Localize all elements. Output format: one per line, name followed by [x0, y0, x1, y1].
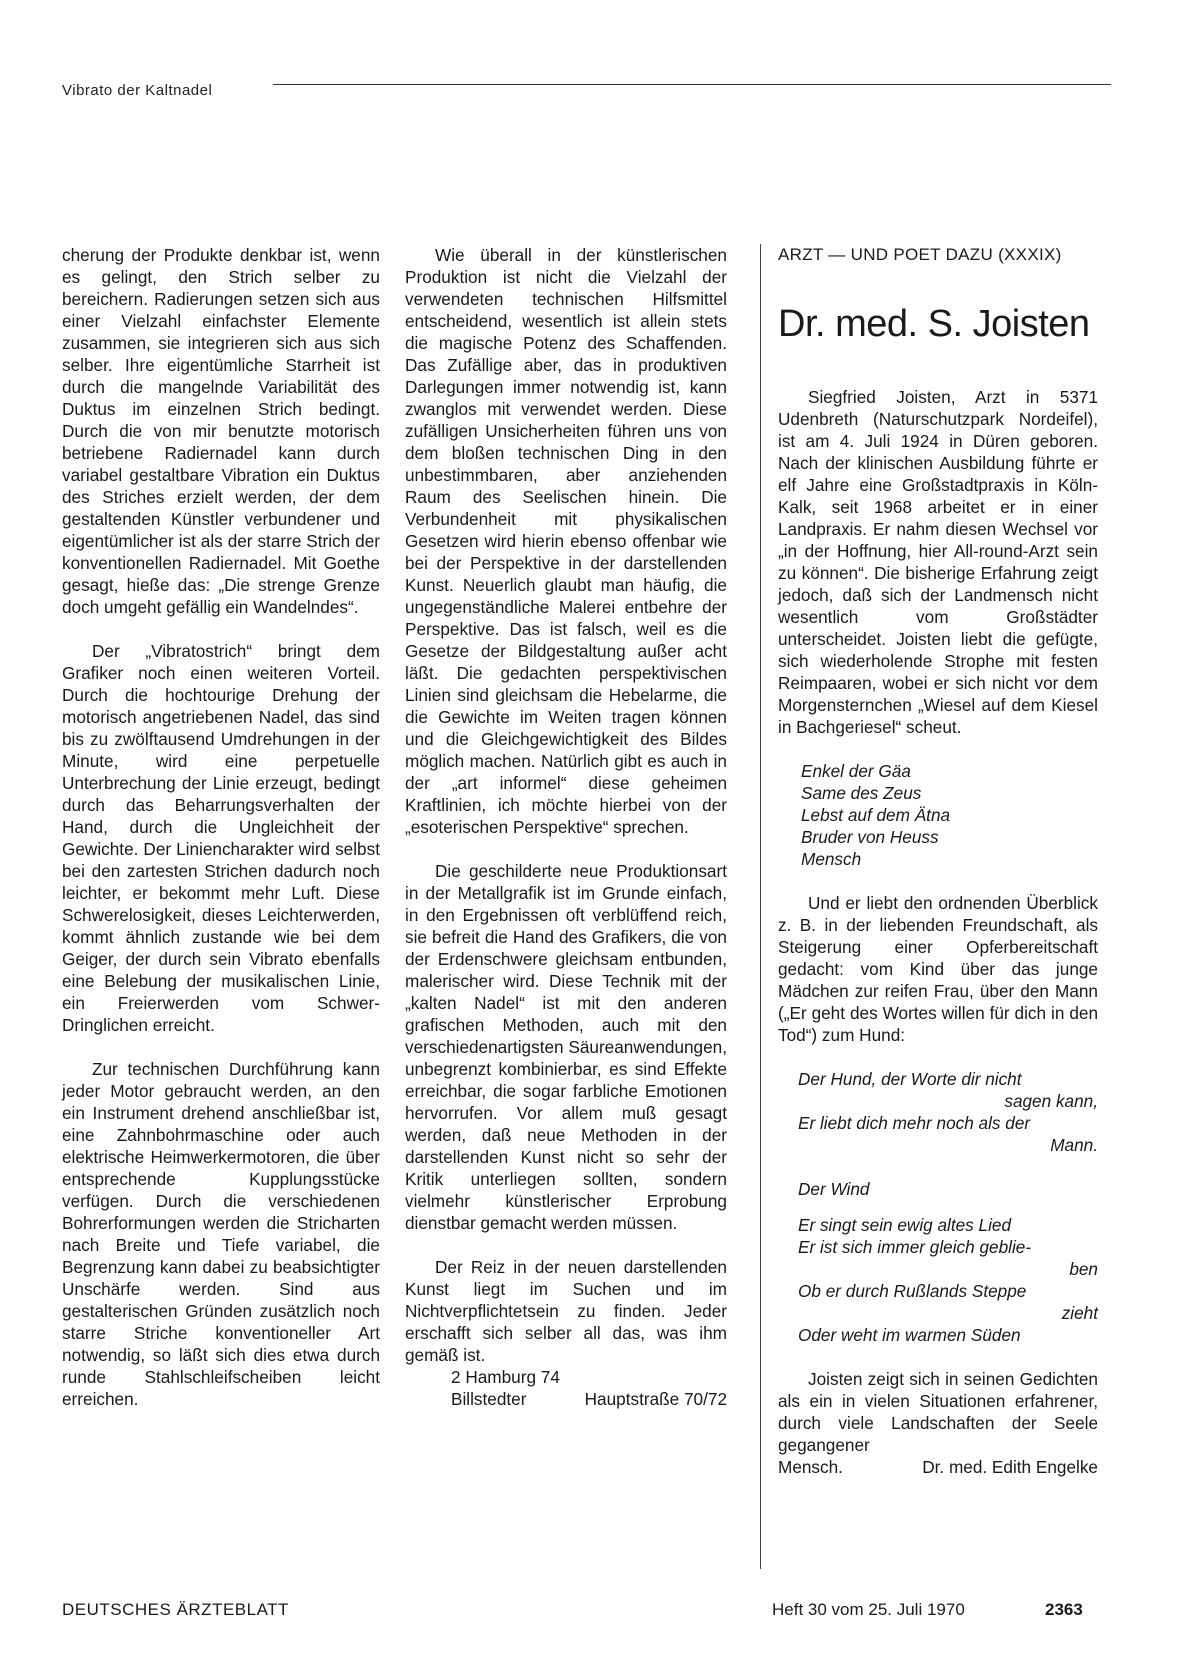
column-3 — [778, 244, 1098, 1478]
poem-title: Der Wind — [798, 1179, 870, 1199]
paragraph: cherung der Produkte denkbar ist, wenn es gelingt, den Strich selber zu bereichern. Radierungen setzen sich aus einer Vielzahl einfachster Elemente zusammen, sie integrieren sich aus sich selber. Ihre eigentümliche Starrheit ist durch die mangelnde Variabilität des Duktus im einzelnen Strich bedingt. Durch die von mir benutzte motorisch betriebene Radiernadel kann durch variabel gestaltbare Vibration ein Duktus des Striches erzielt werden, der dem gestaltenden Künstler verbundener und eigentümlicher ist als der starre Strich der konventionellen Radiernadel. Mit Goethe gesagt, hieße das: „Die strenge Grenze doch umgeht gefällig ein Wandelndes“. — [62, 245, 380, 617]
issue-info: Heft 30 vom 25. Juli 1970 — [772, 1600, 965, 1619]
author-signature: Dr. med. Edith Engelke — [922, 1457, 1098, 1477]
series-kicker: ARZT — UND POET DAZU (XXXIX) — [778, 245, 1062, 264]
journal-name: DEUTSCHES ÄRZTEBLATT — [62, 1600, 289, 1619]
article-title: Dr. med. S. Joisten — [778, 303, 1090, 345]
address-street — [451, 1388, 727, 1410]
author-address — [405, 1366, 727, 1410]
poem-line: Oder weht im warmen Süden — [798, 1325, 1021, 1345]
address-street-b: Hauptstraße 70/72 — [584, 1389, 727, 1409]
poem-wind — [778, 1214, 1098, 1346]
poem-line: Er ist sich immer gleich geblie- — [798, 1237, 1032, 1257]
page-number: 2363 — [1045, 1600, 1083, 1619]
poem-wind-title — [778, 1178, 1098, 1200]
column-1 — [62, 244, 380, 1432]
poem-line: Der Hund, der Worte dir nicht — [798, 1069, 1022, 1089]
poem-line: Mann. — [1050, 1135, 1098, 1155]
last-word: Mensch. — [778, 1457, 843, 1477]
poem-line: Mensch — [801, 849, 862, 869]
poem-line: Enkel der Gäa — [801, 761, 911, 781]
paragraph: Und er liebt den ordnenden Überblick z. B. in der liebenden Freundschaft, als Steigerung einer Opferbereitschaft gedacht: vom Kind über das junge Mädchen zur reifen Frau, über den Mann („Er geht des Wortes willen für dich in den Tod“) zum Hund: — [778, 893, 1098, 1045]
poem-line: Ob er durch Rußlands Steppe — [798, 1281, 1027, 1301]
column-divider — [760, 244, 761, 1569]
poem-line: sagen kann, — [1004, 1091, 1098, 1111]
poem-line: Er liebt dich mehr noch als der — [798, 1113, 1031, 1133]
poem-hund — [778, 1068, 1098, 1156]
poem-line: ben — [1069, 1259, 1098, 1279]
paragraph: Joisten zeigt sich in seinen Gedichten als ein in vielen Situationen erfahrener, durch viele Landschaften der Seele gegangener — [778, 1369, 1098, 1455]
paragraph: Der „Vibratostrich“ bringt dem Grafiker noch einen weiteren Vorteil. Durch die hochtourige Drehung der motorisch angetriebenen Nadel, das sind bis zu zwölftausend Umdrehungen in der Minute, wird eine perpetuelle Unterbrechung der Linie erzeugt, bedingt durch das Beharrungsverhalten der Hand, durch die Ungleichheit der Gewichte. Der Liniencharakter wird selbst bei den zartesten Strichen dadurch noch leichter, er bekommt mehr Luft. Diese Schwerelosigkeit, dieses Leichterwerden, kommt ähnlich zustande wie bei dem Geiger, der durch sein Vibrato ebenfalls eine Belebung der musikalischen Linie, ein Freierwerden vom Schwer-Dringlichen erreicht. — [62, 641, 380, 1035]
poem-line: zieht — [1061, 1303, 1098, 1323]
running-title: Vibrato der Kaltnadel — [62, 82, 213, 99]
column-2 — [405, 244, 727, 1410]
address-street-a: Billstedter — [451, 1389, 527, 1409]
paragraph: Siegfried Joisten, Arzt in 5371 Udenbreth (Naturschutzpark Nordeifel), ist am 4. Juli 1924 in Düren geboren. Nach der klinischen Ausbildung führte er elf Jahre eine Großstadtpraxis in Köln-Kalk, seit 1968 arbeitet er in einer Landpraxis. Er nahm diesen Wechsel vor „in der Hoffnung, hier All-round-Arzt sein zu können“. Die bisherige Erfahrung zeigt jedoch, daß sich der Landmensch nicht wesentlich vom Großstädter unterscheidet. Joisten liebt die gefügte, sich wiederholende Strophe mit festen Reimpaaren, wobei er sich nicht vor dem Morgensternchen „Wiesel auf dem Kiesel in Bachgeriesel“ scheut. — [778, 387, 1098, 737]
paragraph: Die geschilderte neue Produktionsart in der Metallgrafik ist im Grunde einfach, in den Ergebnissen oft verblüffend reich, sie befreit die Hand des Grafikers, die von der Erdenschwere gleichsam entbunden, malerischer wird. Diese Technik mit der „kalten Nadel“ ist mit den anderen grafischen Methoden, auch mit den verschiedenartigsten Säureanwendungen, unbegrenzt kombinierbar, es sind Effekte erreichbar, die sogar farbliche Emotionen hervorrufen. Vor allem muß gesagt werden, daß neue Methoden in der darstellenden Kunst nicht so sehr der Kritik unterliegen sollten, sondern vielmehr künstlerischer Erprobung dienstbar gemacht werden müssen. — [405, 861, 728, 1233]
paragraph: Zur technischen Durchführung kann jeder Motor gebraucht werden, an den ein Instrument drehend anschließbar ist, eine Zahnbohrmaschine oder auch elektrische Heimwerkermotoren, die über entsprechende Kupplungsstücke verfügen. Durch die verschiedenen Bohrerformungen werden die Stricharten nach Breite und Tiefe variabel, die Begrenzung kann dabei zu beabsichtigter Unschärfe werden. Sind aus gestalterischen Gründen zusätzlich noch starre Striche konventioneller Art notwendig, so läßt sich dies etwa durch runde Stahlschleifscheiben leicht erreichen. — [62, 1059, 380, 1409]
poem-line: Lebst auf dem Ätna — [801, 805, 951, 825]
paragraph: Wie überall in der künstlerischen Produktion ist nicht die Vielzahl der verwendeten technischen Hilfsmittel entscheidend, wesentlich ist allein stets die magische Potenz des Schaffenden. Das Zufällige aber, das in produktiven Darlegungen immer notwendig ist, kann zwanglos mit verwendet werden. Diese zufälligen Unsicherheiten führen uns von dem bloßen technischen Ding in den unbestimmbaren, aber anziehenden Raum des Seelischen hinein. Die Verbundenheit mit physikalischen Gesetzen wird hierin ebenso offenbar wie bei der Perspektive in der darstellenden Kunst. Neuerlich glaubt man häufig, die ungegenständliche Malerei entbehre der Perspektive. Das ist falsch, weil es die Gesetze der Bildgestaltung außer acht läßt. Die gedachten perspektivischen Linien sind gleichsam die Hebelarme, die die Gewichte im Weiten tragen können und die Gleichgewichtigkeit des Bildes möglich machen. Natürlich gibt es auch in der „art informel“ diese geheimen Kraftlinien, ich möchte hierbei von der „esoterischen Perspektive“ sprechen. — [405, 245, 727, 837]
poem-line: Er singt sein ewig altes Lied — [798, 1215, 1012, 1235]
header-rule — [273, 84, 1111, 85]
signature-line — [778, 1456, 1098, 1478]
poem-line: Bruder von Heuss — [801, 827, 939, 847]
poem-enkel — [778, 760, 1098, 870]
poem-line: Same des Zeus — [801, 783, 922, 803]
address-city: 2 Hamburg 74 — [451, 1367, 560, 1387]
paragraph: Der Reiz in der neuen darstellenden Kunst liegt im Suchen und im Nichtverpflichtetsein zu finden. Jeder erschafft sich selber all das, was ihm gemäß ist. — [405, 1257, 727, 1365]
